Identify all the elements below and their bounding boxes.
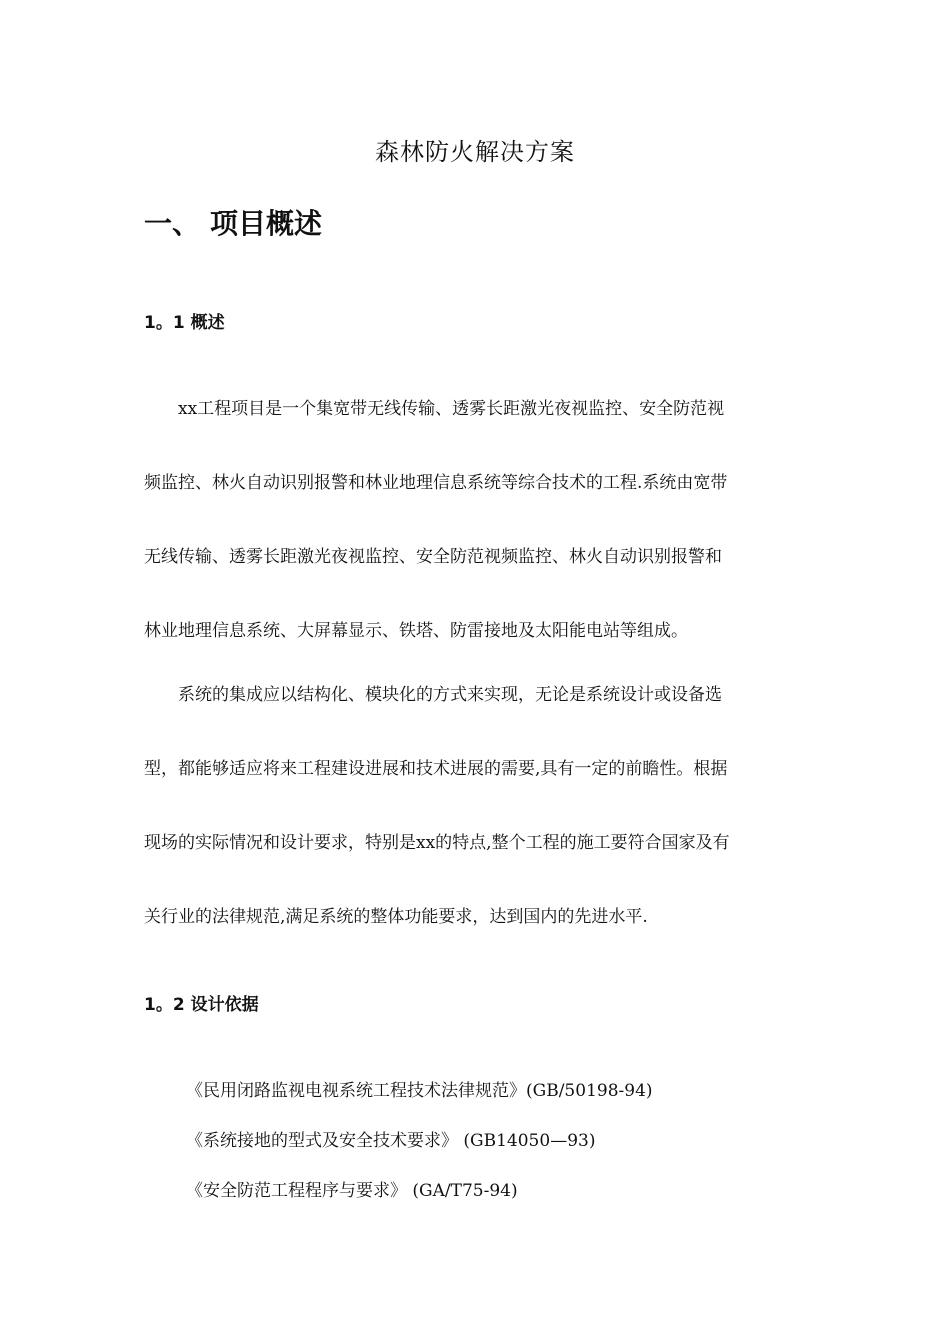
paragraph-line: 型，都能够适应将来工程建设进展和技术进展的需要,具有一定的前瞻性。根据 [144, 759, 728, 779]
subsection-heading-overview: 1。1 概述 [144, 313, 225, 333]
paragraph-line: 林业地理信息系统、大屏幕显示、铁塔、防雷接地及太阳能电站等组成。 [144, 621, 688, 641]
reference-item: 《安全防范工程程序与要求》 (GA/T75-94) [186, 1181, 518, 1201]
paragraph-line: 现场的实际情况和设计要求，特别是xx的特点,整个工程的施工要符合国家及有 [144, 833, 730, 853]
paragraph-system-integration [144, 680, 808, 946]
paragraph-line: 关行业的法律规范,满足系统的整体功能要求，达到国内的先进水平. [144, 907, 648, 927]
section-heading-project-overview [144, 202, 322, 242]
paragraph-line: 系统的集成应以结构化、模块化的方式来实现，无论是系统设计或设备选 [178, 685, 722, 705]
paragraph-line: 无线传输、透雾长距激光夜视监控、安全防范视频监控、林火自动识别报警和 [144, 547, 722, 567]
reference-item: 《系统接地的型式及安全技术要求》 (GB14050—93) [186, 1131, 596, 1151]
paragraph-project-description [144, 394, 808, 660]
paragraph-line: xx工程项目是一个集宽带无线传输、透雾长距激光夜视监控、安全防范视 [178, 399, 725, 419]
document-title: 森林防火解决方案 [375, 138, 575, 166]
section-number: 一、 [144, 207, 201, 240]
section-title: 项目概述 [210, 207, 323, 240]
reference-item: 《民用闭路监视电视系统工程技术法律规范》(GB/50198-94) [186, 1081, 653, 1101]
subsection-heading-design-basis: 1。2 设计依据 [144, 995, 259, 1015]
paragraph-line: 频监控、林火自动识别报警和林业地理信息系统等综合技术的工程.系统由宽带 [144, 473, 728, 493]
